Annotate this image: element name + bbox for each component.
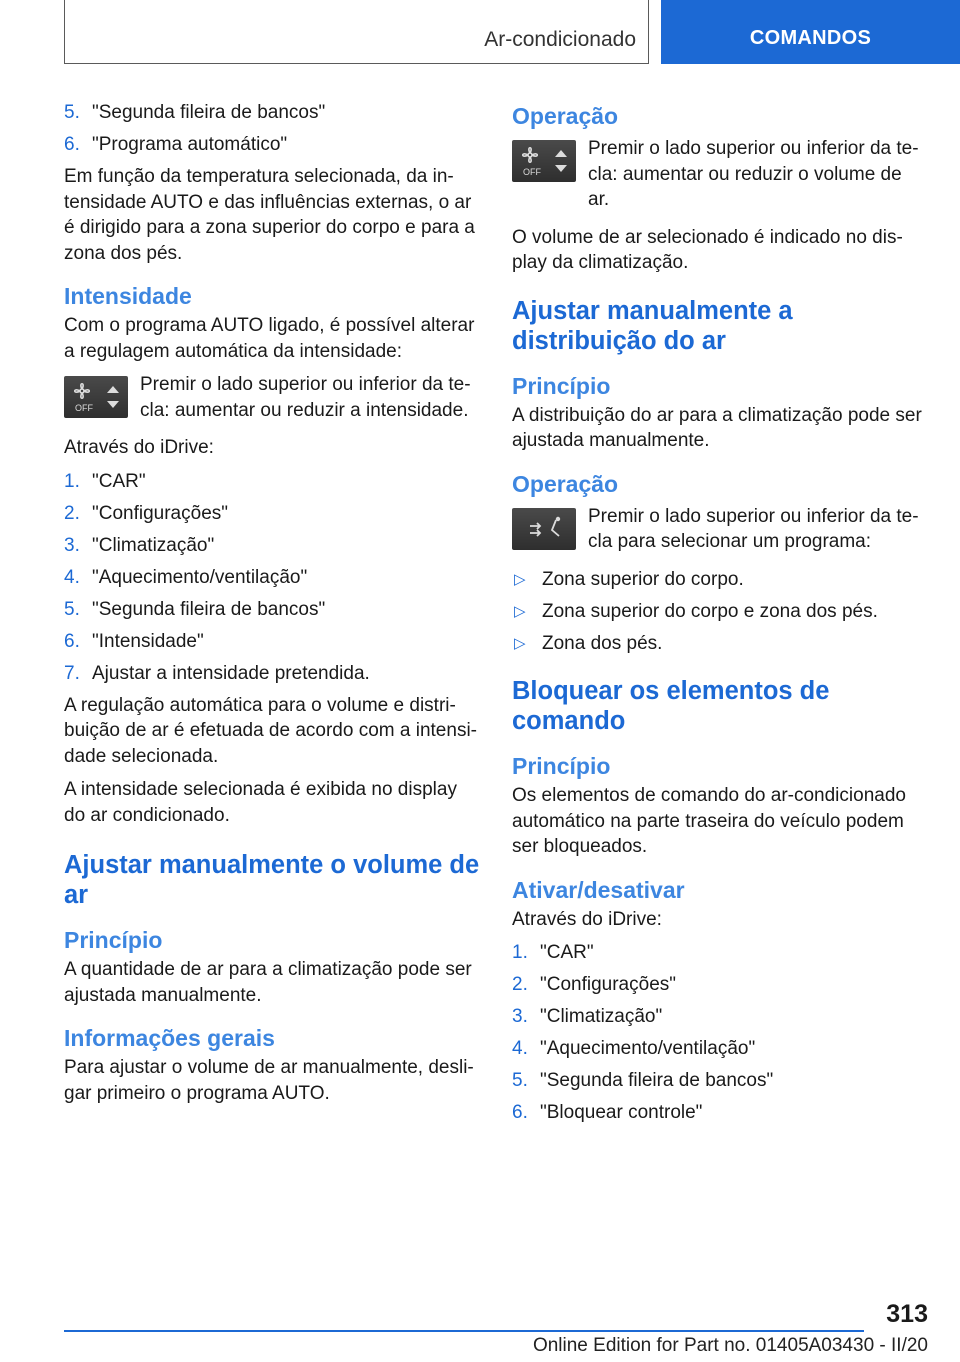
list-item: 5. "Segunda fileira de bancos" [512, 1070, 774, 1091]
idrive-list [512, 940, 928, 1126]
triangle-bullet-icon: ▷ [514, 634, 526, 652]
list-item: 6. "Bloquear controle" [512, 1102, 703, 1123]
left-column [64, 100, 480, 1114]
list-item: 1. "CAR" [512, 942, 594, 963]
paragraph: A regulação automática para o volume e distri-buição de ar é efetuada de acordo com a intensi-dade selecionada. [64, 694, 477, 767]
list-item: ▷ Zona superior do corpo. [512, 567, 928, 593]
chapter-tab: COMANDOS [661, 0, 960, 64]
paragraph: Através do iDrive: [512, 908, 662, 930]
fan-button-icon [64, 376, 128, 418]
list-item: ▷ Zona superior do corpo e zona dos pés. [512, 599, 928, 625]
paragraph: Os elementos de comando do ar-condicionado automático na parte traseira do veículo podem ser bloqueados. [512, 785, 906, 857]
list-item: 2. "Configurações" [512, 974, 677, 995]
heading-intensidade: Intensidade [64, 283, 192, 309]
heading-bloquear: Bloquear os elementos de comando [512, 677, 830, 735]
heading-operacao: Operação [512, 103, 619, 129]
airflow-button-instruction [512, 504, 928, 555]
heading-volume: Ajustar manualmente o volume de ar [64, 851, 480, 909]
paragraph: Para ajustar o volume de ar manualmente, desli-gar primeiro o programa AUTO. [64, 1057, 474, 1104]
paragraph: Através do iDrive: [64, 437, 214, 458]
instruction-text: Premir o lado superior ou inferior da te-cla para selecionar um programa: [588, 505, 919, 552]
paragraph: A intensidade selecionada é exibida no display do ar condicionado. [64, 779, 457, 826]
paragraph: A quantidade de ar para a climatização pode ser ajustada manualmente. [64, 959, 472, 1006]
fan-button-icon [512, 140, 576, 182]
heading-informacoes: Informações gerais [64, 1025, 275, 1051]
heading-principio: Princípio [64, 927, 163, 953]
list-item: 4. "Aquecimento/ventilação" [64, 566, 308, 588]
instruction-text: Premir o lado superior ou inferior da te-cla: aumentar ou reduzir o volume de ar. [588, 138, 919, 210]
section-title: Ar-condicionado [484, 28, 636, 51]
triangle-bullet-icon: ▷ [514, 602, 526, 620]
heading-operacao: Operação [512, 470, 619, 497]
fan-button-instruction [512, 136, 928, 213]
fan-button-instruction [64, 372, 480, 423]
page-number: 313 [886, 1300, 928, 1328]
list-item: 6. "Intensidade" [64, 630, 204, 652]
paragraph: A distribuição do ar para a climatização pode ser ajustada manualmente. [512, 404, 922, 451]
list-item: 6. "Programa automático" [64, 134, 288, 155]
heading-ativar: Ativar/desativar [512, 876, 685, 903]
airflow-distribution-icon [512, 508, 576, 550]
heading-principio: Princípio [512, 372, 611, 399]
list-item: 1. "CAR" [64, 470, 146, 492]
list-item: 3. "Climatização" [64, 534, 215, 556]
svg-text:OFF: OFF [75, 403, 93, 413]
list-top [64, 100, 480, 158]
heading-principio: Princípio [512, 753, 611, 779]
list-item: 2. "Configurações" [64, 502, 229, 524]
list-item: 5. "Segunda fileira de bancos" [64, 598, 326, 620]
program-list [512, 567, 928, 657]
list-item: 7. Ajustar a intensidade pretendida. [64, 662, 370, 684]
paragraph: Em função da temperatura selecionada, da in-tensidade AUTO e das influências externas, o ar é dirigido para a zona superior do corpo e para a zona dos pés. [64, 166, 475, 264]
triangle-bullet-icon: ▷ [514, 570, 526, 588]
list-item: ▷ Zona dos pés. [512, 631, 928, 657]
paragraph: Com o programa AUTO ligado, é possível alterar a regulagem automática da intensidade: [64, 315, 475, 362]
paragraph: O volume de ar selecionado é indicado no dis-play da climatização. [512, 226, 903, 273]
instruction-text: Premir o lado superior ou inferior da te-cla: aumentar ou reduzir a intensidade. [140, 374, 471, 421]
right-column [512, 100, 928, 1132]
list-item: 5. "Segunda fileira de bancos" [64, 102, 326, 123]
heading-distribuicao: Ajustar manualmente a distribuição do ar [512, 296, 793, 355]
svg-text:OFF: OFF [523, 167, 541, 177]
list-item: 4. "Aquecimento/ventilação" [512, 1038, 756, 1059]
list-item: 3. "Climatização" [512, 1006, 663, 1027]
idrive-list [64, 469, 480, 687]
edition-footer: Online Edition for Part no. 01405A03430 - II/20 [532, 1335, 928, 1356]
footer-divider [64, 1330, 864, 1332]
